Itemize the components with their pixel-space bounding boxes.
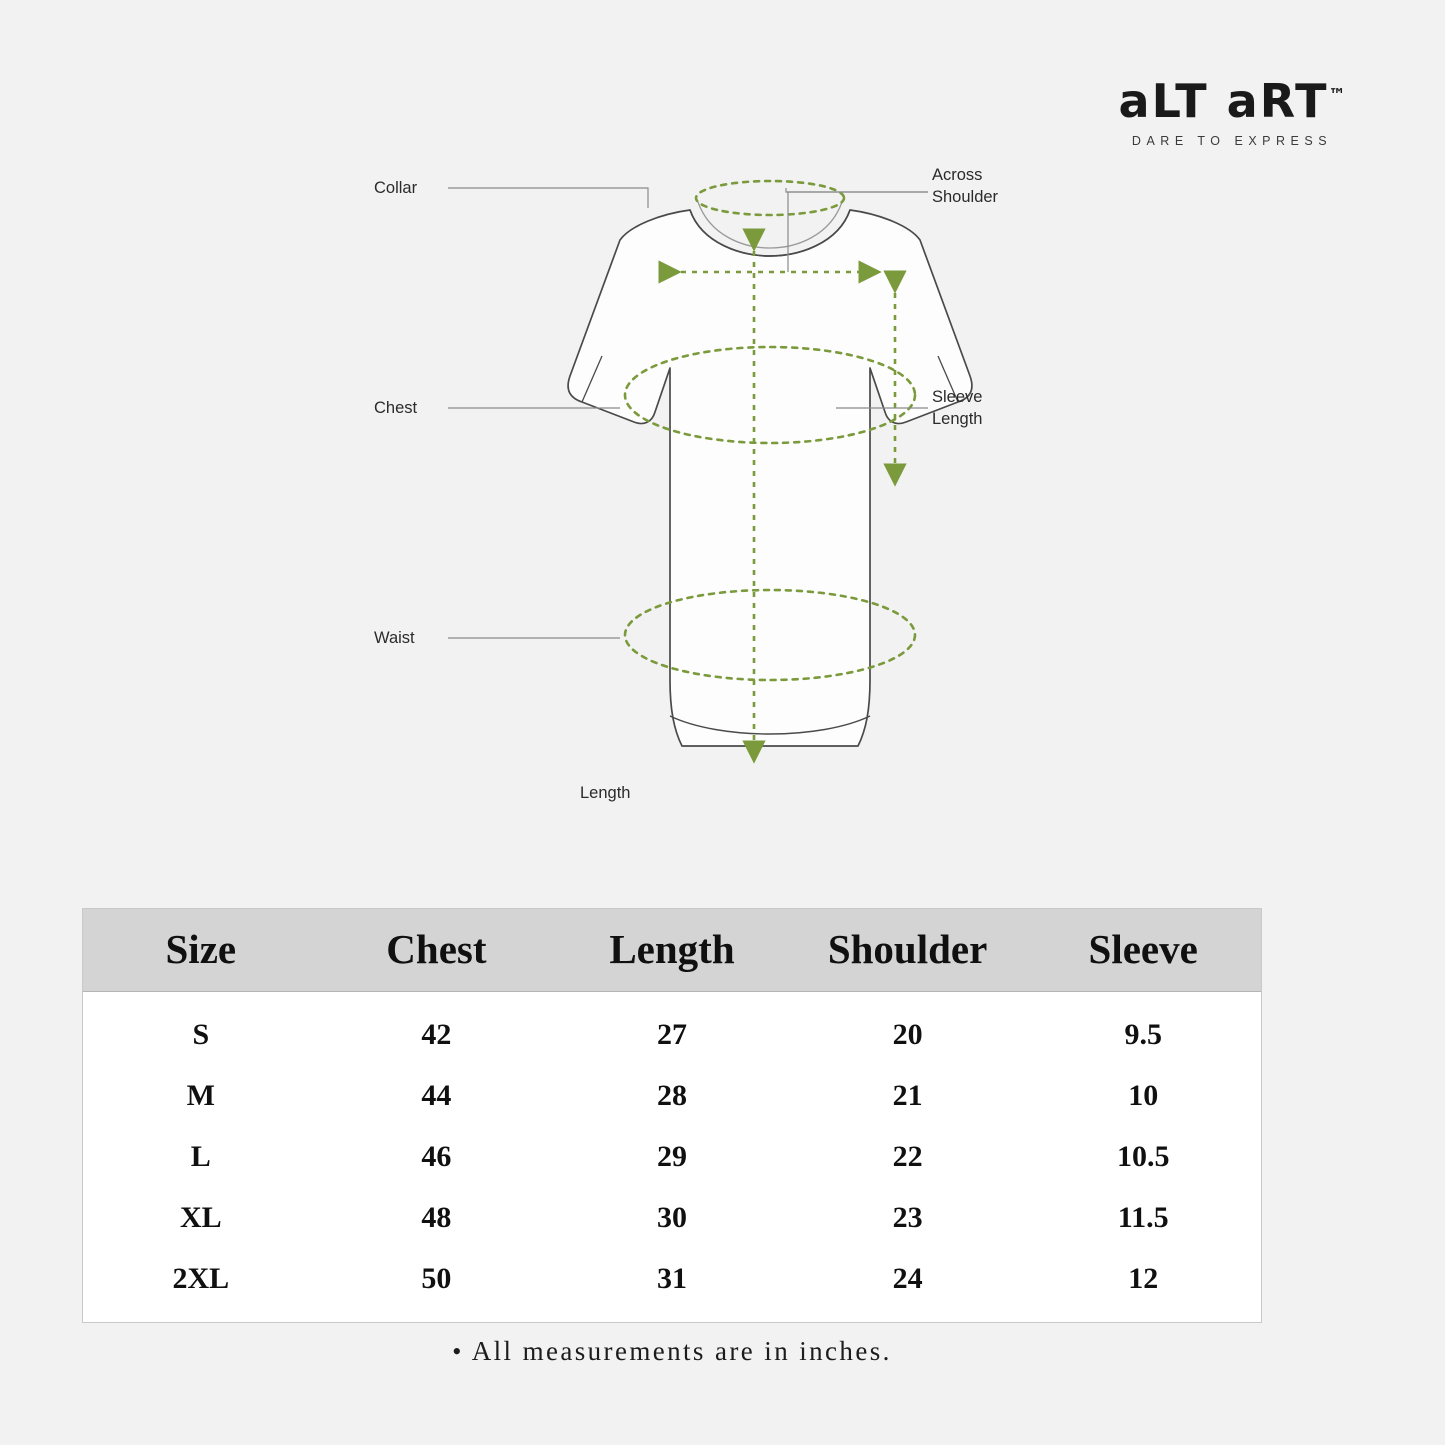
table-row xyxy=(83,1126,1261,1187)
cell-sleeve: 9.5 xyxy=(1025,992,1261,1066)
brand-logo xyxy=(1097,74,1367,148)
bullet-marker: • xyxy=(452,1337,464,1366)
cell-sleeve: 10.5 xyxy=(1025,1126,1261,1187)
cell-size: XL xyxy=(83,1187,319,1248)
label-sleeve-1: Sleeve xyxy=(932,388,983,406)
brand-name-text: aLT aRT xyxy=(1118,74,1329,128)
size-chart-table xyxy=(83,909,1261,1322)
cell-length: 28 xyxy=(554,1065,790,1126)
brand-name xyxy=(1097,74,1367,128)
column-header-size: Size xyxy=(83,909,319,992)
tshirt-outline-shape xyxy=(568,202,972,746)
cell-shoulder: 21 xyxy=(790,1065,1026,1126)
cell-sleeve: 12 xyxy=(1025,1248,1261,1322)
across-shoulder-leader xyxy=(786,188,928,192)
footnote-text: All measurements are in inches. xyxy=(471,1336,892,1366)
cell-size: 2XL xyxy=(83,1248,319,1322)
column-header-sleeve: Sleeve xyxy=(1025,909,1261,992)
cell-chest: 46 xyxy=(319,1126,555,1187)
trademark-symbol: ™ xyxy=(1328,85,1346,106)
cell-chest: 42 xyxy=(319,992,555,1066)
cell-length: 30 xyxy=(554,1187,790,1248)
cell-length: 29 xyxy=(554,1126,790,1187)
label-length: Length xyxy=(580,784,631,802)
collar-leader xyxy=(448,188,648,208)
table-row xyxy=(83,1065,1261,1126)
cell-shoulder: 20 xyxy=(790,992,1026,1066)
table-row xyxy=(83,1187,1261,1248)
tshirt-diagram xyxy=(330,140,1090,840)
cell-chest: 50 xyxy=(319,1248,555,1322)
cell-size: S xyxy=(83,992,319,1066)
cell-chest: 44 xyxy=(319,1065,555,1126)
label-chest: Chest xyxy=(374,399,418,417)
label-across-shoulder-2: Shoulder xyxy=(932,188,999,206)
cell-chest: 48 xyxy=(319,1187,555,1248)
cell-length: 27 xyxy=(554,992,790,1066)
label-across-shoulder-1: Across xyxy=(932,166,983,184)
table-header-row xyxy=(83,909,1261,992)
table-row xyxy=(83,1248,1261,1322)
cell-shoulder: 22 xyxy=(790,1126,1026,1187)
size-chart-card xyxy=(82,908,1262,1323)
column-header-shoulder: Shoulder xyxy=(790,909,1026,992)
cell-shoulder: 24 xyxy=(790,1248,1026,1322)
cell-sleeve: 11.5 xyxy=(1025,1187,1261,1248)
cell-length: 31 xyxy=(554,1248,790,1322)
cell-shoulder: 23 xyxy=(790,1187,1026,1248)
cell-size: L xyxy=(83,1126,319,1187)
label-collar: Collar xyxy=(374,179,418,197)
measurement-units-note xyxy=(82,1336,1262,1367)
collar-guide-ellipse xyxy=(696,181,844,215)
table-row xyxy=(83,992,1261,1066)
cell-sleeve: 10 xyxy=(1025,1065,1261,1126)
column-header-chest: Chest xyxy=(319,909,555,992)
brand-tagline: DARE TO EXPRESS xyxy=(1131,134,1333,148)
column-header-length: Length xyxy=(554,909,790,992)
cell-size: M xyxy=(83,1065,319,1126)
label-waist: Waist xyxy=(374,629,415,647)
label-sleeve-2: Length xyxy=(932,410,983,428)
